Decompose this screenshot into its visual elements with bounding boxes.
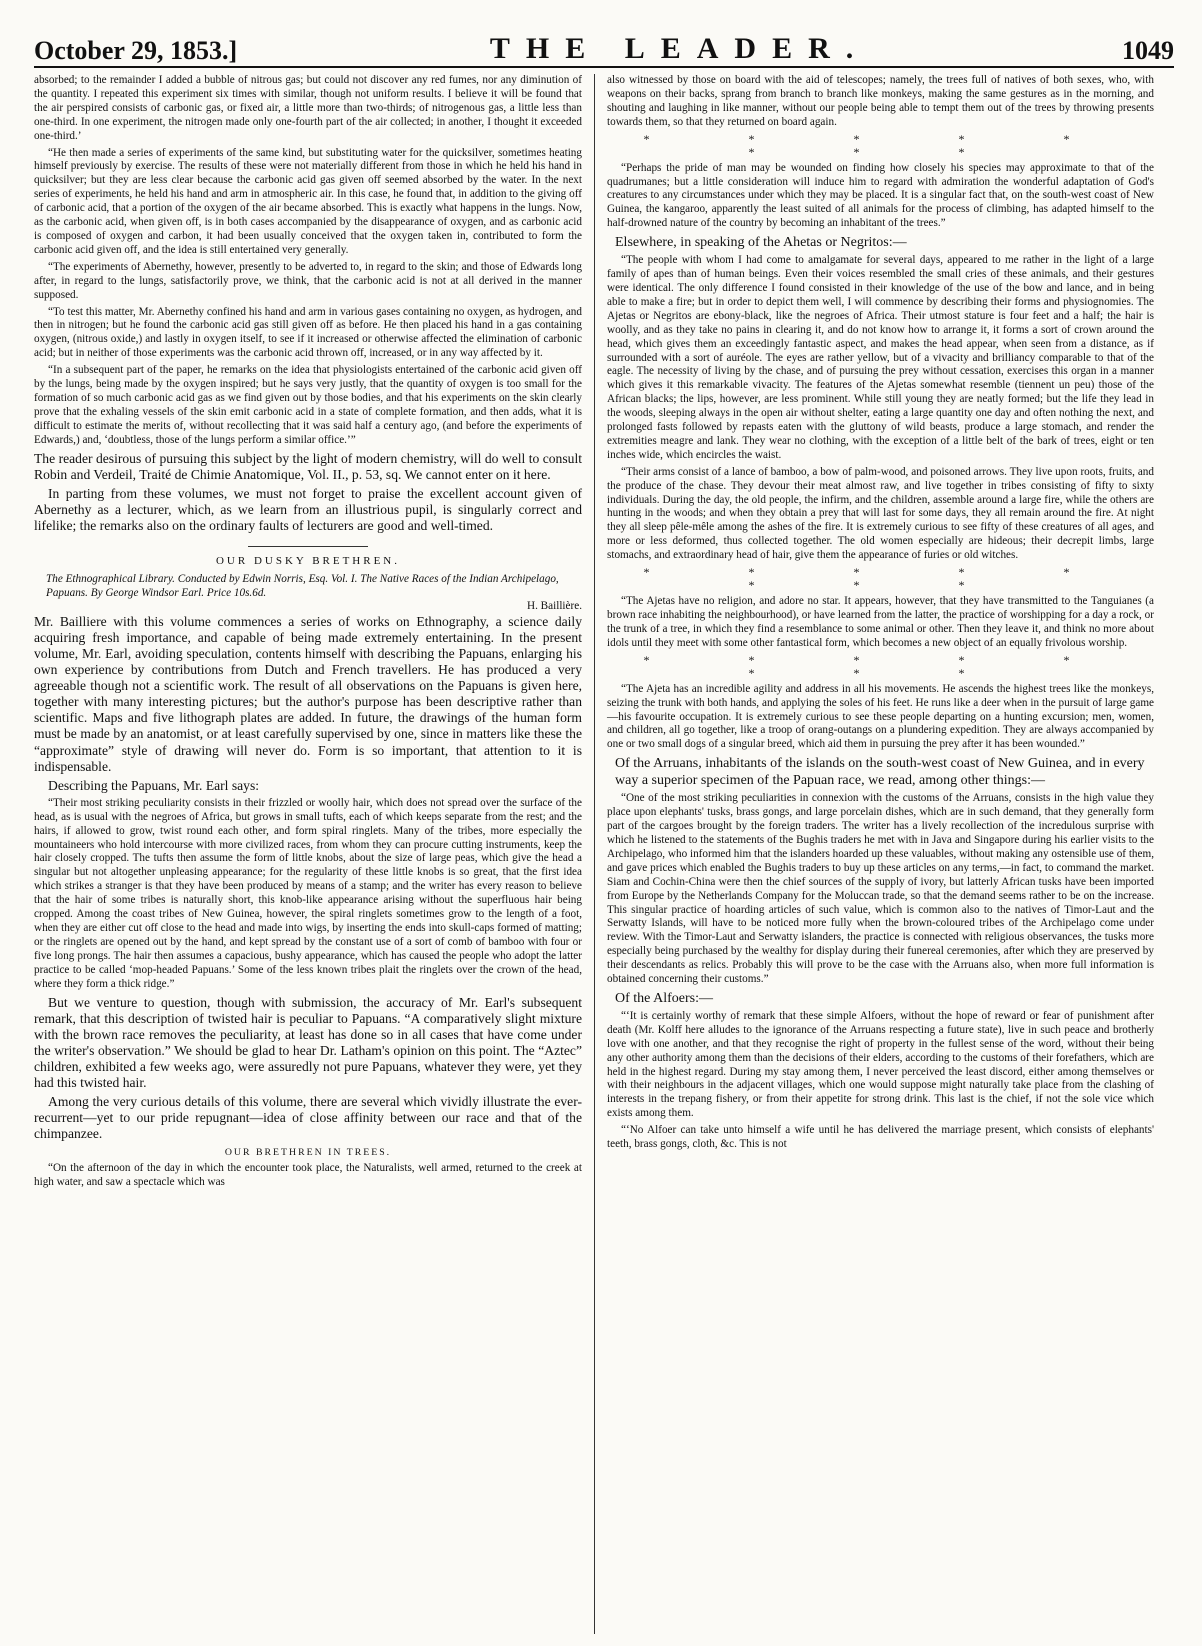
review-closing <box>34 451 582 534</box>
paragraph: “‘It is certainly worthy of remark that these simple Alfoers, without the hope of reward or fear of punishment after death (Mr. Kolff here alludes to the ignorance of the Arruans respecting a future state), live in such peace and brotherly love with one another, and that they recognise the right of property in the fullest sense of the word, without their being any other authority among them than the decisions of their elders, according to the customs of their forefathers, which are held in the highest regard. During my stay among them, I never perceived the least discord, either among themselves or with their neighbours in the adjacent villages, which one would suppose might naturally take place from the clashing of interests in the trepang fishery, or from their appetite for strong drink. This last is the chief, if not the sole vice which exists among them. <box>607 1009 1154 1120</box>
publisher-name: H. Baillière. <box>527 600 582 613</box>
paragraph: absorbed; to the remainder I added a bubble of nitrous gas; but could not discover any red fumes, nor any diminution of the quantity. I repeated this experiment six times with similar, though not uniform results. I believe it will be found that the air perspired consists of carbonic gas, or fixed air, a little more than two-thirds; of nitrogenous gas, a little less than one-third. In one experiment, the nitrogen made only one-fourth part of the air collected; in another, I thought it exceeded one-third.’ <box>34 74 582 142</box>
asterisk-separator: * * * * * * * * <box>643 565 1118 593</box>
negritos-intro: Elsewhere, in speaking of the Ahetas or Negritos:— <box>615 235 907 251</box>
asterisk-separator: * * * * * * * * <box>643 131 1118 159</box>
paragraph: “‘No Alfoer can take unto himself a wife until he has delivered the marriage present, which consists of elephants' teeth, brass gongs, cloth, &c. This is not <box>607 1124 1154 1151</box>
publication-title: THE LEADER. <box>489 32 870 65</box>
review-body-continued <box>34 995 582 1143</box>
article-title: OUR DUSKY BRETHREN. <box>215 555 400 568</box>
paragraph: “Perhaps the pride of man may be wounded on finding how closely his species may approximate to that of the quadrumanes; but a little consideration will induce him to regard with admiration the wonderful adaptation of God's creatures to any circumstances under which they may be placed. It is a singular fact that, on the south-west coast of New Guinea, the kangaroo, apparently the least suited of all animals for the process of climbing, has adapted himself to the half-drowned nature of the country by becoming an inhabitant of the trees.” <box>607 161 1154 230</box>
section-divider <box>248 546 368 547</box>
alfoers-quotation <box>607 1010 1154 1152</box>
paragraph: But we venture to question, though with submission, the accuracy of Mr. Earl's subsequent remark, that this description of twisted hair is peculiar to Papuans. “A comparatively slight mixture with the brown race removes the peculiarity, at least has done so in all cases that have come under the writer's observation.” We should be glad to hear Dr. Latham's opinion on this point. The “Aztec” children, exhibited a few weeks ago, were assuredly not pure Papuans, whatever they were, yet they had this twisted hair. <box>34 994 582 1090</box>
columns <box>34 74 1174 1634</box>
page-number: 1049 <box>1121 36 1174 65</box>
right-column <box>594 74 1154 1634</box>
paragraph: “The Ajeta has an incredible agility and address in all his movements. He ascends the highest trees like the monkeys, seizing the trunk with both hands, and applying the soles of his feet. He runs like a deer when in the pursuit of large game—his favourite occupation. It is extremely curious to see these people departing on a hunting excursion; men, women, and children, all go together, like a troop of orang-outangs on a plundering expedition. They are always accompanied by one or two small dogs of a singular breed, which aid them in pursuing the prey after it has been wounded.” <box>607 682 1154 751</box>
paragraph: The reader desirous of pursuing this subject by the light of modern chemistry, will do well to consult Robin and Verdeil, Traité de Chimie Anatomique, Vol. II., p. 53, sq. We cannot enter on it here. <box>34 450 582 482</box>
paragraph: “On the afternoon of the day in which the encounter took place, the Naturalists, well armed, returned to the creek at high water, and saw a spectacle which was <box>34 1162 582 1189</box>
paragraph: In parting from these volumes, we must not forget to praise the excellent account given of Abernethy as a lecturer, which, as we learn from an illustrious pupil, is singularly correct and lifelike; the remarks also on the ordinary faults of lecturers are good and well-timed. <box>34 485 582 533</box>
quadrumanes-quotation <box>607 162 1154 232</box>
alfoers-intro: Of the Alfoers:— <box>615 990 713 1006</box>
paragraph: Mr. Bailliere with this volume commences a series of works on Ethnography, a science daily acquiring fresh importance, and capable of being made extremely entertaining. In the present volume, Mr. Earl, avoiding speculation, contents himself with describing the Papuans, enlarging his own experience by contributions from Dutch and French travellers. He has produced a very agreeable though not a scientific work. The result of all observations on the Papuans is given here, together with many interesting pictures; but the author's purpose has been descriptive rather than scientific. Maps and five lithograph plates are added. In future, the drawings of the human form must be made by an anatomist, or at least carefully supervised by one, since in matters like these the “approximate” style of drawing will never do. Form is so important, that attention to it is indispensable. <box>34 613 582 774</box>
arruans-intro: Of the Arruans, inhabitants of the islands on the south-west coast of New Guinea, and in every way a superior specimen of the Papuan race, we read, among other things:— <box>615 756 1145 789</box>
paragraph: “The experiments of Abernethy, however, presently to be adverted to, in regard to the skin; and those of Edwards long after, in regard to the lungs, satisfactorily prove, we think, that the carbonic acid is not at all derived in the manner supposed. <box>34 260 582 301</box>
ajeta-agility-quotation <box>607 683 1154 753</box>
trees-quotation-continued <box>607 74 1154 130</box>
papuan-hair-quotation <box>34 797 582 992</box>
masthead <box>34 14 1174 68</box>
subsection-heading: OUR BRETHREN IN TREES. <box>224 1147 392 1159</box>
paragraph: “One of the most striking peculiarities in connexion with the customs of the Arruans, consists in the high value they place upon elephants' tusks, brass gongs, and large porcelain dishes, which are in such demand, that they generally form part of the cargoes brought by the foreign traders. The writer has a lively recollection of the incredulous surprise with which he listened to the statements of the Bughis traders he met with in Java and Singapore during his earlier visits to the Archipelago, who informed him that the islanders hoarded up these valuables, without making any ostensible use of them, and gave prices which enabled the Bughis traders to buy up these articles on any terms,—in fact, to command the market. Siam and Cochin-China were then the chief sources of the supply of ivory, but latterly African tusks have been imported from Europe by the Netherlands Company for the Moluccan trade, so that the demand seems rather to be on the increase. This singular practice of hoarding articles of such value, which is common also to the natives of Timor-Laut and the Serwatty Islands, will have to be noticed more fully when the brown-coloured tribes of the Archipelago come under review. With the Timor-Laut and Serwatty islanders, the practice is connected with religious observances, the tusks more especially being purchased by the wealthy for display during their funereal ceremonies, after which they are preserved by their descendants as relics. Probably this will prove to be the case with the Arruans also, when more full information is obtained concerning their customs.” <box>607 792 1154 986</box>
issue-date: October 29, 1853.] <box>34 36 238 65</box>
paragraph: “The people with whom I had come to amalgamate for several days, appeared to me rather in the light of a large family of apes than of human beings. Even their voices resembled the small cries of these animals, and their gestures were identical. The only difference I found consisted in their knowledge of the use of the bow and lance, and in being able to make a fire; but in order to depict them well, I will commence by describing their forms and physiognomies. The Ajetas or Negritos are ebony-black, like the negroes of Africa. Their utmost stature is four feet and a half; the hair is woolly, and as they take no pains in clearing it, and do not know how to arrange it, it forms a sort of crown around the head, which gives them an exceedingly fantastic aspect, and makes the head appear, when seen from a distance, as if surrounded with a sort of auréole. The eyes are rather yellow, but of a vivacity and brilliancy comparable to that of the eagle. The necessity of living by the chase, and of pursuing the prey without cessation, exercises this organ in a manner which gives it this remarkable vivacity. The features of the Ajetas somewhat resemble (tiennent un peu) those of the African blacks; the lips, however, are less prominent. While still young they are neatly formed; but the life they lead in the woods, sleeping always in the open air without shelter, eating a large quantity one day and often nothing the next, and prolonged fasts followed by repasts eaten with the gluttony of wild beasts, produce a large stomach, and render the extremities meagre and lank. They wear no clothing, with the exception of a little belt of the bark of trees, eight or ten inches wide, which encircles the waist. <box>607 254 1154 461</box>
left-column <box>34 74 594 1634</box>
citation-text: The Ethnographical Library. Conducted by Edwin Norris, Esq. Vol. I. The Native Races of the Indian Archipelago, Papuans. By George Windsor Earl. Price 10s.6d. <box>46 573 559 599</box>
book-citation <box>34 573 582 614</box>
ajetas-quotation <box>607 254 1154 563</box>
paragraph: “Their most striking peculiarity consists in their frizzled or woolly hair, which does not spread over the surface of the head, as is usual with the negroes of Africa, but grows in small tufts, each of which keeps separate from the rest; and the hairs, if allowed to grow, twist round each other, and form spiral ringlets. Many of the tribes, more especially the mountaineers who hold intercourse with more civilized races, from whom they can procure cutting instruments, keep the hair closely cropped. The tufts then assume the form of little knobs, about the size of large peas, which give the head a singular but not altogether unpleasing appearance; for the regularity of these little knobs is so great, that the first idea which strikes a stranger is that they have been produced by means of a stamp; and the writer has every reason to believe that the hair of some tribes is naturally short, this knob-like appearance arising without the superfluous hair being cropped. Among the coast tribes of New Guinea, however, the spiral ringlets sometimes grow to the length of a foot, when they are either cut off close to the head and made into wigs, by inserting the ends into skull-caps formed of matting; or the ringlets are opened out by the hand, and kept spread by the constant use of a sort of comb of bamboo with four or five long prongs. The hair then assumes a capacious, bushy appearance, which has caused the people who adopt the latter practice to be called ‘mop-headed Papuans.’ Some of the less known tribes plait the ringlets over the crown of the head, where they form a thick ridge.” <box>34 796 582 990</box>
paragraph: “In a subsequent part of the paper, he remarks on the idea that physiologists entertained of the carbonic acid given off by the lungs, being made by the oxygen inspired; but he says very justly, that the quantity of oxygen is too small for the formation of so much carbonic acid gas as we find given out by those bodies, and that his experiments on the skin clearly prove that the exhaling vessels of the skin emit carbonic acid in a state of complete formation, and then adds, what it is difficult to estimate the merits of, without recollecting that it was said half a century ago, (and before the experiments of Edwards,) and, ‘doubtless, those of the lungs perform a similar office.’” <box>34 364 582 446</box>
paragraph: “Their arms consist of a lance of bamboo, a bow of palm-wood, and poisoned arrows. They live upon roots, fruits, and the produce of the chase. They devour their meat almost raw, and live together in tribes consisting of fifty to sixty individuals. During the day, the old people, the infirm, and the children, assemble around a large fire, while the others are hunting in the woods; and when they obtain a prey that will last for some days, they all remain around the fire. At night they all sleep pêle-mêle among the ashes of the fire. It is extremely curious to see fifty of these creatures of all ages, and more or less deformed, thus collected together. The old women especially are hideous; their decrepit limbs, large stomachs, and extraordinary head of hair, give them the appearance of furies or old witches. <box>607 465 1154 562</box>
paragraph: Among the very curious details of this volume, there are several which vividly illustrate the ever-recurrent—yet to our pride repugnant—idea of close affinity between our race and that of the chimpanzee. <box>34 1094 582 1142</box>
arruans-quotation <box>607 792 1154 987</box>
review-body <box>34 614 582 794</box>
paragraph: Describing the Papuans, Mr. Earl says: <box>48 777 260 793</box>
paragraph: also witnessed by those on board with the aid of telescopes; namely, the trees full of natives of both sexes, who, with weapons on their backs, sprang from branch to branch like monkeys, making the same gestures as in the morning, and shouting and laughing in like manner, without our people being able to tempt them out of the trees by throwing presents towards them, so that they returned on board again. <box>607 74 1154 128</box>
paragraph: “He then made a series of experiments of the same kind, but substituting water for the quicksilver, sometimes heating himself previously by exercise. The results of these were not materially different from those in which he held his hand in quicksilver; but they are less clear because the carbonic acid gas given off seemed absorbed by the water. In the next series of experiments, he held his hand and arm in atmospheric air. In this case, he found that, in addition to the giving off of carbonic acid, that a portion of the oxygen of the air became absorbed. This is exactly what happens in the lungs. Now, as the carbonic acid, when given off, is in both cases accompanied by the disappearance of oxygen, and as carbonic acid is composed of oxygen and carbon, it had been usually conceived that the oxygen taken in, contributed to form the carbonic acid given off, and the idea is still entertained very generally. <box>34 146 582 256</box>
asterisk-separator: * * * * * * * * <box>643 652 1118 680</box>
paragraph: “The Ajetas have no religion, and adore no star. It appears, however, that they have transmitted to the Tanguianes (a brown race inhabiting the neighbourhood), or have learned from the latter, the practice of worshipping for a day a rock, or the trunk of a tree, in which they find a resemblance to some animal or other. Then they leave it, and think no more about idols until they meet with some other fantastical form, which becomes a new object of an equally frivolous worship. <box>607 595 1154 649</box>
ajetas-religion-quotation <box>607 595 1154 651</box>
paragraph: “To test this matter, Mr. Abernethy confined his hand and arm in various gases containing no oxygen, as hydrogen, and then in nitrogen; but he found the carbonic acid gas still given off as before. He then placed his hand in a gas containing oxygen, (nitrous oxide,) and lastly in oxygen itself, to see if it increased or otherwise affected the elimination of carbonic acid; but in neither of those experiments was the carbonic acid thrown off, increased, or in any way affected by it. <box>34 305 582 360</box>
abernethy-quotation <box>34 74 582 448</box>
trees-quotation <box>34 1162 582 1190</box>
